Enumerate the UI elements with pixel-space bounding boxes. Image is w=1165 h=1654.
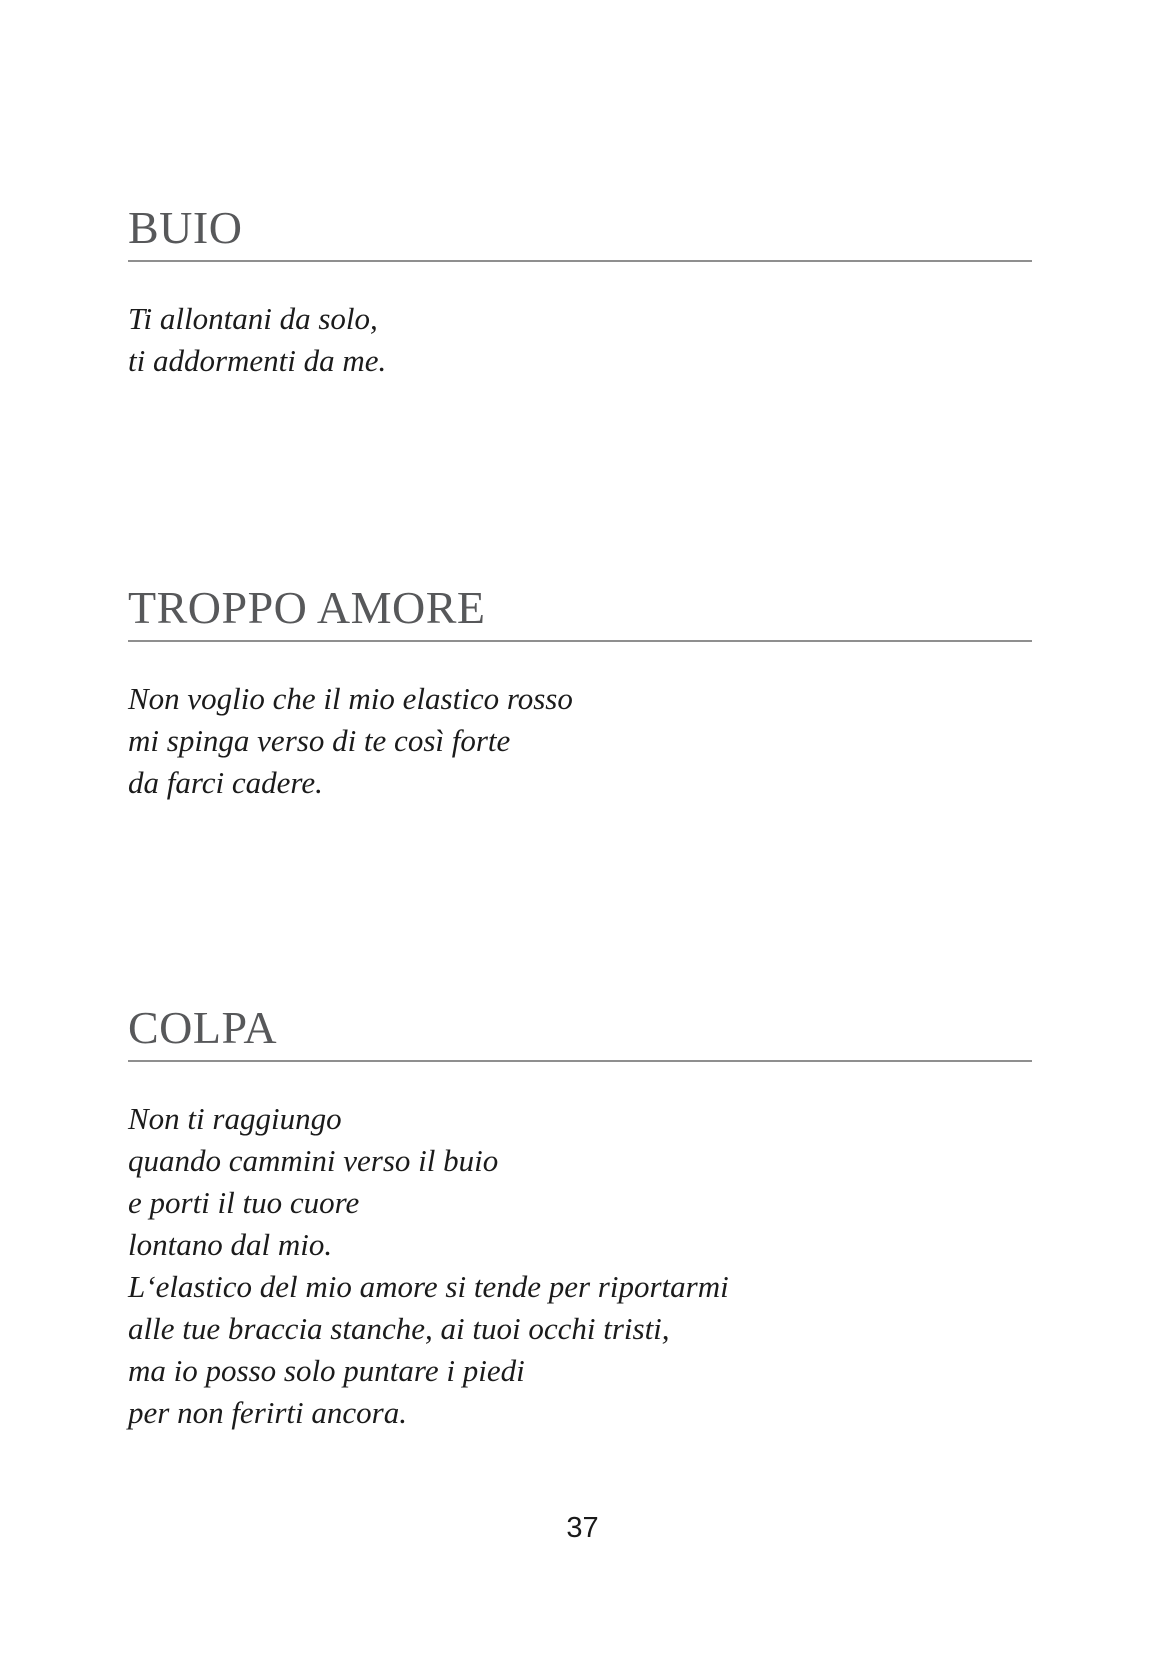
poem-body xyxy=(128,678,1032,804)
poem-body xyxy=(128,298,1032,382)
title-divider xyxy=(128,1060,1032,1062)
poem-line: ti addormenti da me. xyxy=(128,342,387,378)
poem-line: alle tue braccia stanche, ai tuoi occhi tristi, xyxy=(128,1310,670,1346)
poem-line: L‘elastico del mio amore si tende per riportarmi xyxy=(128,1268,729,1304)
poem-buio xyxy=(128,203,1032,382)
poem-line: da farci cadere. xyxy=(128,764,323,800)
poem-line: quando cammini verso il buio xyxy=(128,1142,499,1178)
poem-line: Non ti raggiungo xyxy=(128,1100,342,1136)
poem-line: Ti allontani da solo, xyxy=(128,300,378,336)
poem-body xyxy=(128,1098,1032,1434)
poem-line: lontano dal mio. xyxy=(128,1226,333,1262)
poem-title: COLPA xyxy=(128,1002,278,1053)
poem-colpa xyxy=(128,1003,1032,1434)
poem-line: Non voglio che il mio elastico rosso xyxy=(128,680,573,716)
poem-line: mi spinga verso di te così forte xyxy=(128,722,511,758)
poem-troppo-amore xyxy=(128,583,1032,804)
page-number: 37 xyxy=(566,1512,599,1544)
poem-title: BUIO xyxy=(128,202,243,253)
title-divider xyxy=(128,260,1032,262)
poem-line: per non ferirti ancora. xyxy=(128,1394,407,1430)
poem-line: ma io posso solo puntare i piedi xyxy=(128,1352,525,1388)
poem-title: TROPPO AMORE xyxy=(128,582,486,633)
title-divider xyxy=(128,640,1032,642)
poem-line: e porti il tuo cuore xyxy=(128,1184,360,1220)
